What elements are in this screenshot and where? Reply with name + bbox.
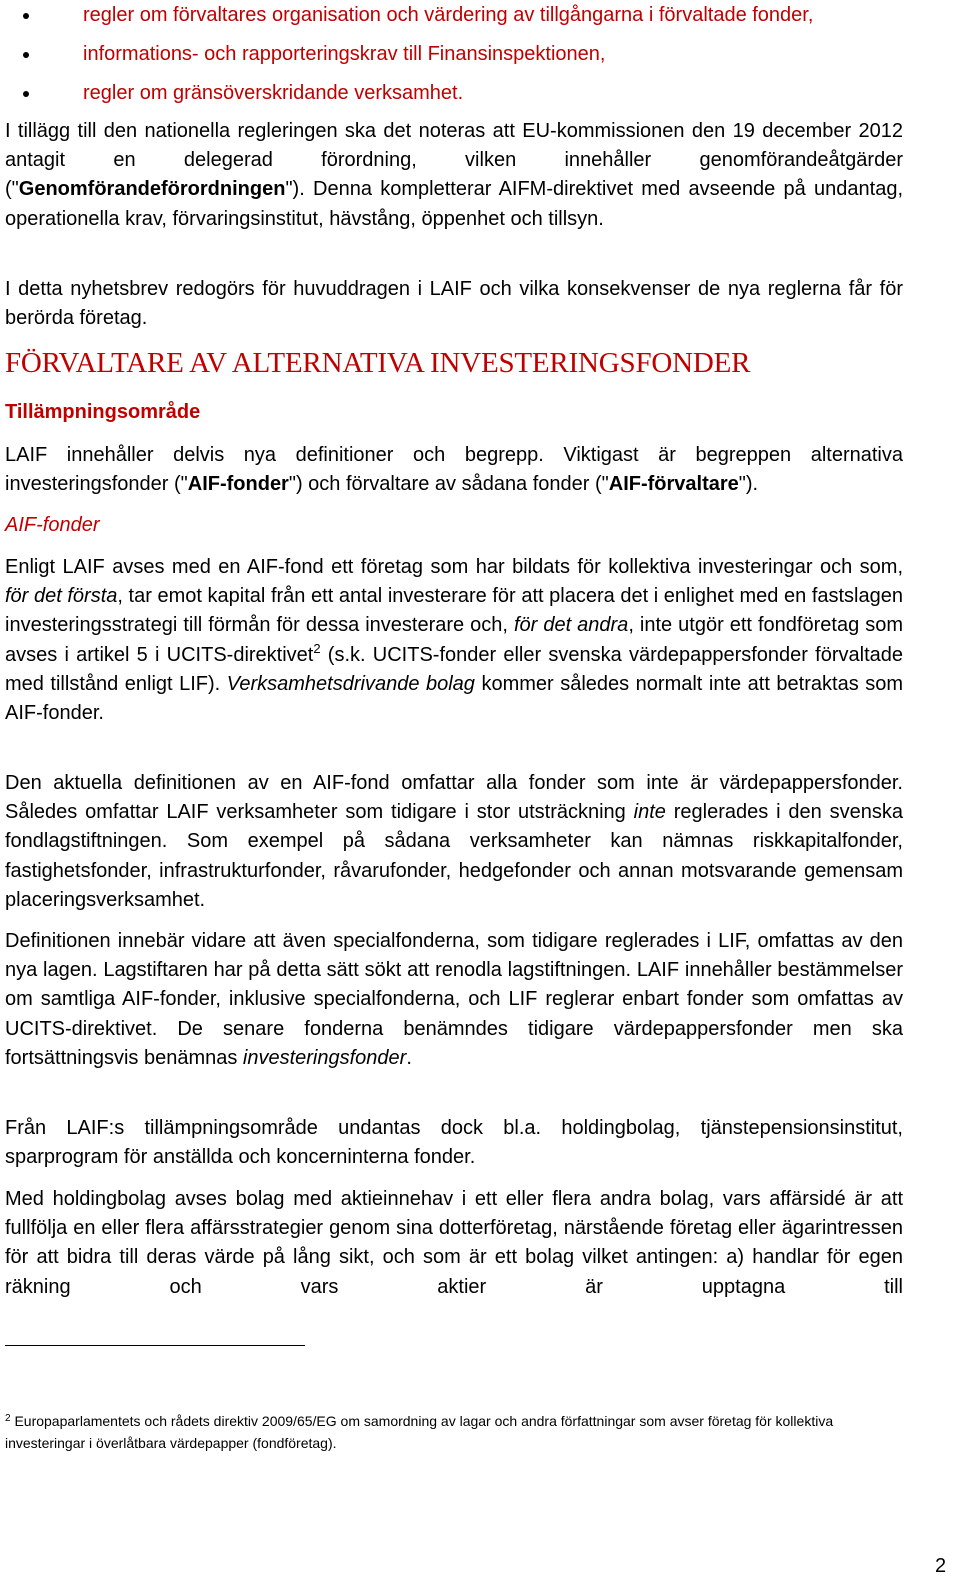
bullet-icon bbox=[23, 52, 29, 58]
list-item: regler om gränsöverskridande verksamhet. bbox=[5, 78, 903, 117]
list-item: regler om förvaltares organisation och värdering av tillgångarna i förvaltade fonder, bbox=[5, 0, 903, 39]
footnote-separator bbox=[5, 1345, 305, 1346]
aif-heading: AIF-fonder bbox=[5, 514, 100, 536]
list-item: informations- och rapporteringskrav till Finansinspektionen, bbox=[5, 39, 903, 78]
bullet-icon bbox=[23, 91, 29, 97]
aif-paragraph-2: Den aktuella definitionen av en AIF-fond omfattar alla fonder som inte är värdepappersfonder. Således omfattar LAIF verksamheter som tidigare i stor utsträckning inte reglerades i den svenska fondlagstiftningen. Som exempel på sådana verksamheter kan nämnas riskkapitalfonder, fastighetsfonder, infrastrukturfonder, råvarufonder, hedgefonder och annan motsvarande gemensam placeringsverksamhet. bbox=[5, 772, 903, 911]
section-heading: FÖRVALTARE AV ALTERNATIVA INVESTERINGSFONDER bbox=[5, 347, 751, 379]
scope-paragraph: LAIF innehåller delvis nya definitioner och begrepp. Viktigast är begreppen alternativa investeringsfonder ("AIF-fonder") och förvaltare av sådana fonder ("AIF-förvaltare"). bbox=[5, 444, 903, 496]
intro-paragraph-1: I tillägg till den nationella regleringen ska det noteras att EU-kommissionen den 19 december 2012 antagit en delegerad förordning, vilken innehåller genomförandeåtgärder ("Genomförandeförordningen"). Denna kompletterar AIFM-direktivet med avseende på undantag, operationella krav, förvaringsinstitut, hävstång, öppenhet och tillsyn. bbox=[5, 120, 903, 230]
aif-paragraph-3: Definitionen innebär vidare att även specialfonderna, som tidigare reglerades i LIF, omfattas av den nya lagen. Lagstiftaren har på detta sätt sökt att renodla lagstiftningen. LAIF innehåller bestämmelser om samtliga AIF-fonder, inklusive specialfonderna, och LIF reglerar enbart fonder som omfattas av UCITS-direktivet. De senare fonderna benämndes tidigare värdepappersfonder men ska fortsättningsvis benämnas investeringsfonder. bbox=[5, 930, 903, 1069]
footnote-ref: 2 bbox=[313, 640, 321, 656]
aif-paragraph-1: Enligt LAIF avses med en AIF-fond ett företag som har bildats för kollektiva investeringar och som, för det första, tar emot kapital från ett antal investerare för att placera det i enlighet med en fastslagen investeringsstrategi till förmån för dessa investerare och, för det andra, inte utgör ett fondföretag som avses i artikel 5 i UCITS-direktivet$^2$ (s.k. UCITS-fonder eller svenska värdepappersfonder förvaltade med tillstånd enligt LIF). Verksamhetsdrivande bolag kommer således normalt inte att betraktas som AIF-fonder. bbox=[5, 556, 904, 725]
footnote: $^2$ Europaparlamentets och rådets direktiv 2009/65/EG om samordning av lagar och andra författningar som avser företag för kollektiva investeringar i överlåtbara värdepapper (fondföretag). bbox=[5, 1413, 834, 1451]
aif-paragraph-4: Från LAIF:s tillämpningsområde undantas dock bl.a. holdingbolag, tjänstepensionsinstitut, sparprogram för anställda och koncerninterna fonder. bbox=[5, 1117, 903, 1169]
bullet-icon bbox=[23, 13, 29, 19]
aif-paragraph-5: Med holdingbolag avses bolag med aktieinnehav i ett eller flera andra bolag, vars affärsidé är att fullfölja en eller flera affärsstrategier genom sina dotterföretag, närstående företag eller ägarintressen för att bidra till deras värde på lång sikt, och som är ett bolag vilket antingen: a) handlar för egen räkning och vars aktier är upptagna till bbox=[5, 1188, 903, 1298]
bullet-list bbox=[5, 0, 903, 117]
subsection-heading: Tillämpningsområde bbox=[5, 401, 201, 423]
intro-paragraph-2: I detta nyhetsbrev redogörs för huvuddragen i LAIF och vilka konsekvenser de nya reglerna får för berörda företag. bbox=[5, 278, 903, 330]
page-number: 2 bbox=[935, 1555, 947, 1577]
